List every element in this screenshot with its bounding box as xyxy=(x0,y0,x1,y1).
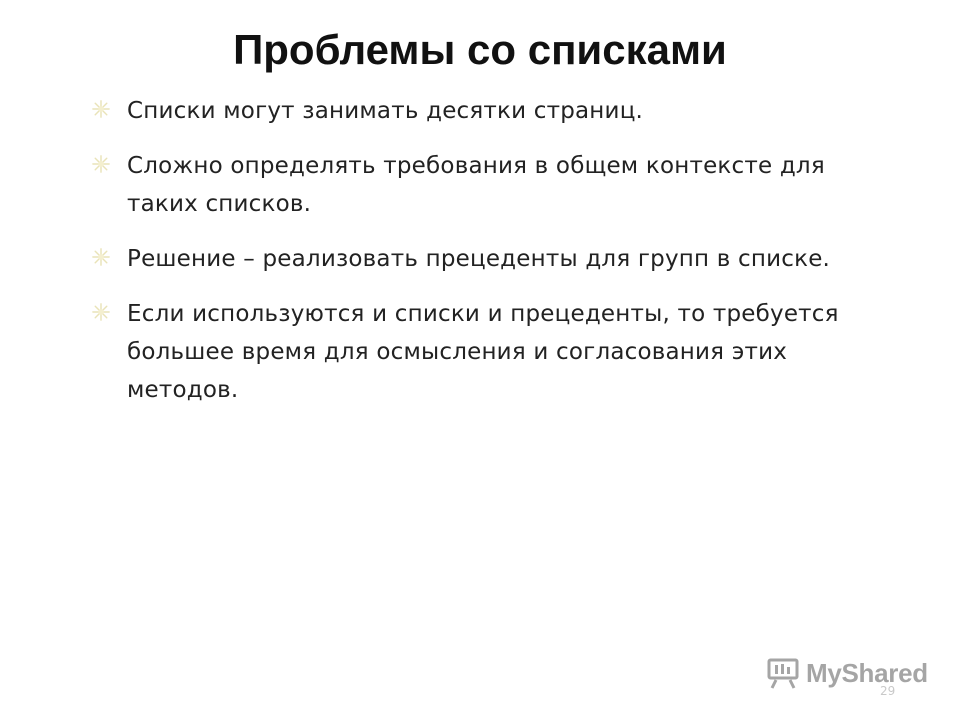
presentation-board-icon xyxy=(766,656,800,690)
bullet-item xyxy=(88,92,878,130)
slide-title: Проблемы со списками xyxy=(233,26,727,73)
sunburst-bullet-icon xyxy=(92,155,110,173)
bullet-item xyxy=(88,240,878,278)
bullet-text: Если используются и списки и прецеденты, то требуется большее время для осмысления и согласования этих методов. xyxy=(127,301,839,403)
bullet-text: Списки могут занимать десятки страниц. xyxy=(127,98,644,124)
sunburst-bullet-icon xyxy=(92,303,110,321)
page-number: 29 xyxy=(880,684,896,698)
sunburst-bullet-icon xyxy=(92,248,110,266)
bullet-list xyxy=(88,92,878,409)
myshared-watermark[interactable] xyxy=(766,655,928,691)
bullet-item xyxy=(88,147,878,223)
watermark-text: MyShared xyxy=(806,657,928,688)
sunburst-bullet-icon xyxy=(92,100,110,118)
bullet-item xyxy=(88,295,878,409)
bullet-text: Сложно определять требования в общем контексте для таких списков. xyxy=(127,153,825,217)
bullet-text: Решение – реализовать прецеденты для групп в списке. xyxy=(127,246,831,272)
